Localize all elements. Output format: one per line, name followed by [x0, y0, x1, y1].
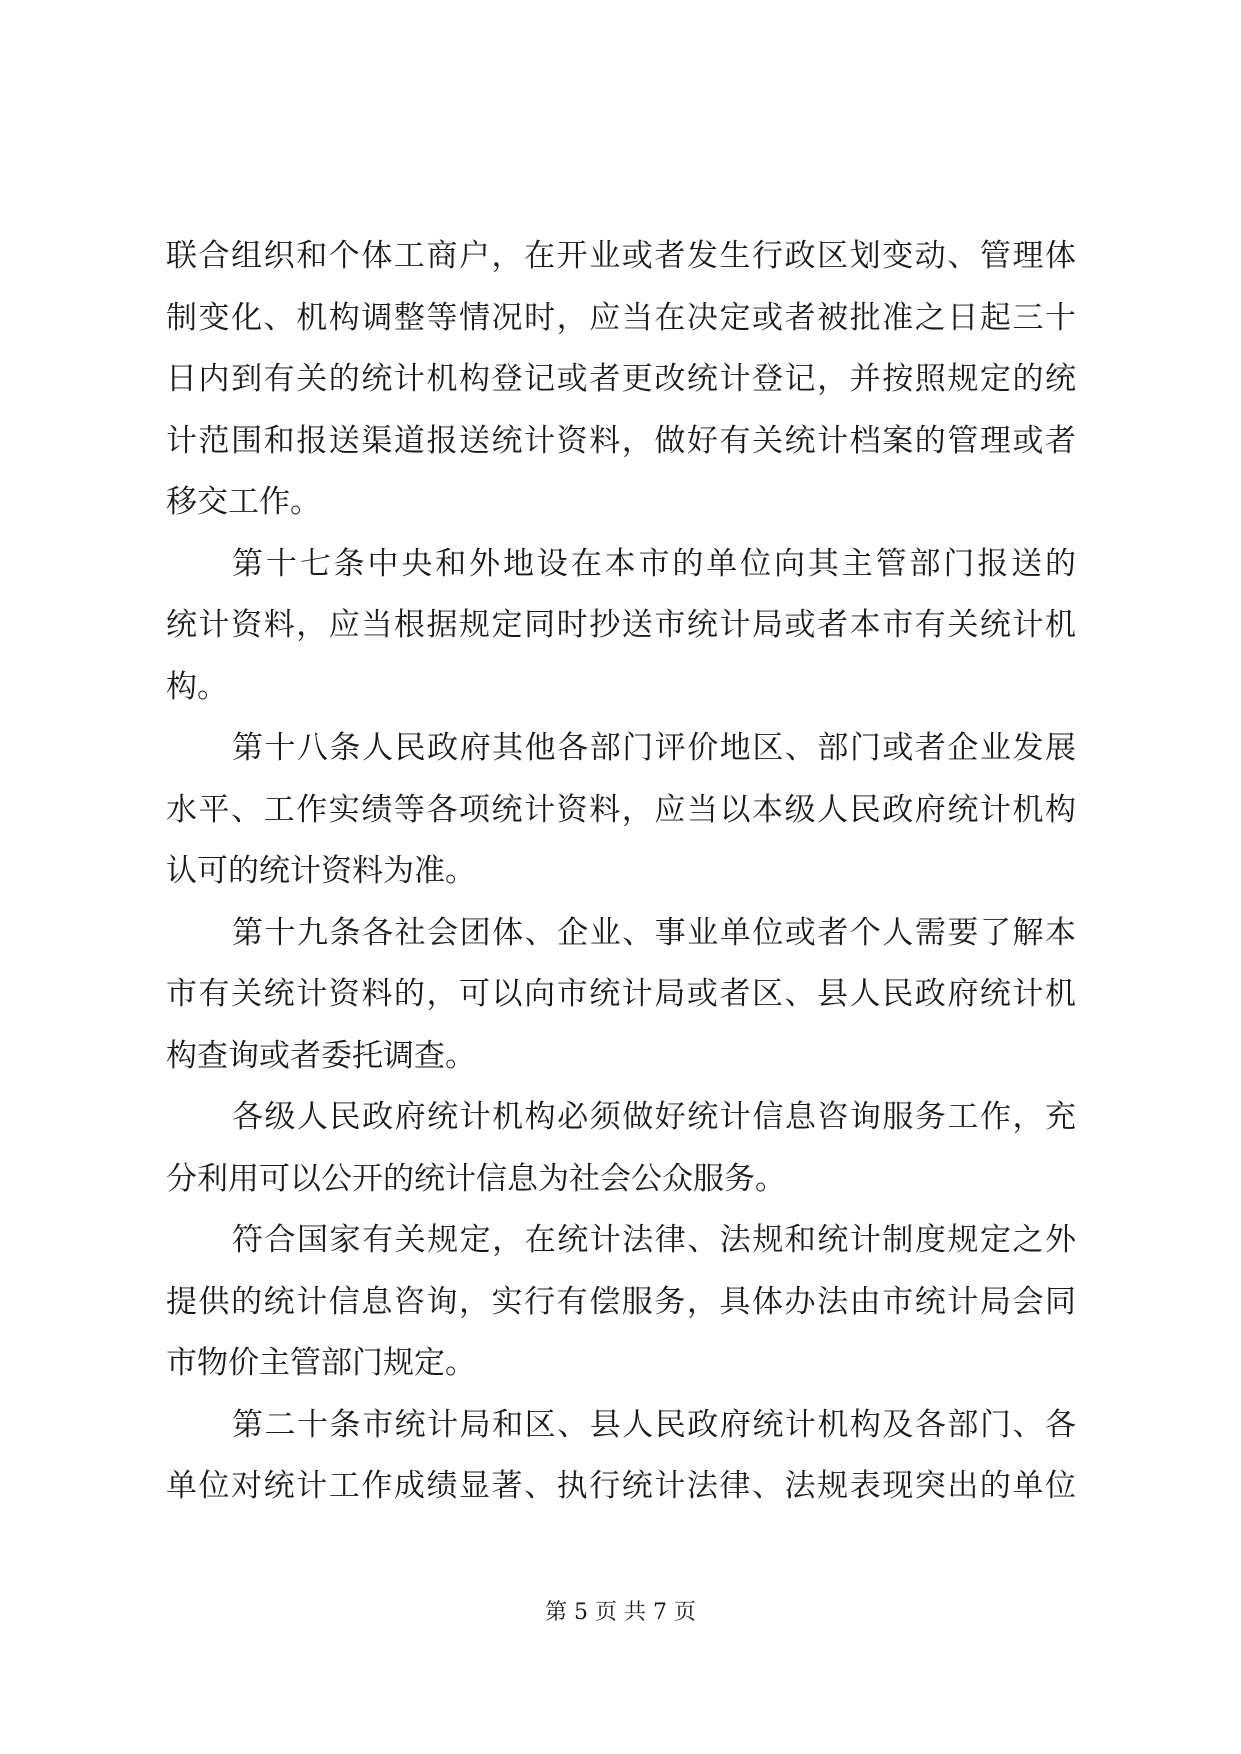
page-number: 第 5 页 共 7 页 [545, 1600, 696, 1625]
text-line: 计范围和报送渠道报送统计资料，做好有关统计档案的管理或者 [166, 422, 1076, 459]
body-text [166, 226, 1076, 1518]
text-line: 制变化、机构调整等情况时，应当在决定或者被批准之日起三十 [166, 299, 1076, 336]
text-line: 移交工作。 [166, 484, 321, 520]
text-line: 认可的统计资料为准。 [166, 853, 476, 889]
text-line: 第十九条各社会团体、企业、事业单位或者个人需要了解本 [232, 914, 1076, 951]
text-line: 各级人民政府统计机构必须做好统计信息咨询服务工作，充 [232, 1099, 1076, 1135]
text-line: 第二十条市统计局和区、县人民政府统计机构及各部门、各 [232, 1406, 1076, 1443]
text-line: 第十七条中央和外地设在本市的单位向其主管部门报送的 [232, 545, 1076, 582]
text-line: 水平、工作实绩等各项统计资料，应当以本级人民政府统计机构 [166, 791, 1076, 828]
text-line: 单位对统计工作成绩显著、执行统计法律、法规表现突出的单位 [166, 1468, 1076, 1504]
text-line: 分利用可以公开的统计信息为社会公众服务。 [166, 1160, 786, 1197]
text-line: 第十八条人民政府其他各部门评价地区、部门或者企业发展 [232, 730, 1076, 766]
text-line: 日内到有关的统计机构登记或者更改统计登记，并按照规定的统 [166, 361, 1076, 397]
text-line: 提供的统计信息咨询，实行有偿服务，具体办法由市统计局会同 [166, 1283, 1076, 1320]
text-line: 构查询或者委托调查。 [166, 1037, 476, 1074]
text-line: 联合组织和个体工商户，在开业或者发生行政区划变动、管理体 [166, 238, 1076, 274]
text-line: 构。 [166, 668, 228, 705]
text-line: 统计资料，应当根据规定同时抄送市统计局或者本市有关统计机 [166, 607, 1076, 643]
text-line: 市有关统计资料的，可以向市统计局或者区、县人民政府统计机 [166, 976, 1076, 1012]
text-line: 市物价主管部门规定。 [166, 1345, 476, 1381]
text-line: 符合国家有关规定，在统计法律、法规和统计制度规定之外 [232, 1222, 1076, 1258]
